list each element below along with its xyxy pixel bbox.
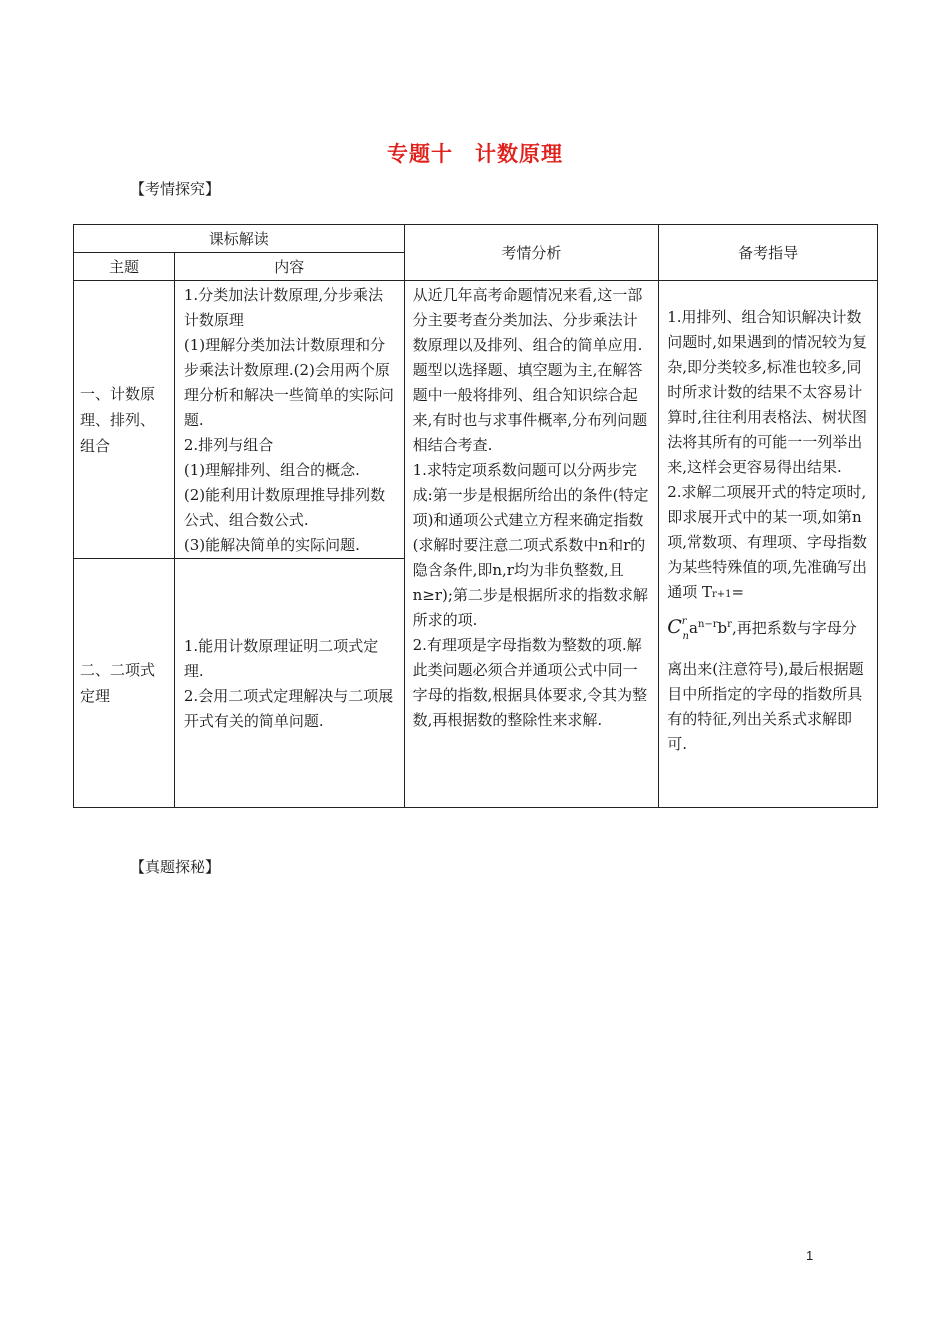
analysis-paragraph: 2.有理项是字母指数为整数的项.解此类问题必须合并通项公式中同一字母的指数,根据具体要求,令其为整数,再根据数的整除性来求解. (412, 636, 648, 729)
content-line: (3)能解决简单的实际问题. (183, 536, 360, 554)
page-title (0, 138, 950, 168)
content-binomial (174, 559, 404, 808)
content-line: 1.分类加法计数原理,分步乘法计数原理 (183, 286, 383, 329)
analysis-paragraph: 1.求特定项系数问题可以分两步完成:第一步是根据所给出的条件(特定项)和通项公式建立方程来确定指数(求解时要注意二项式系数中n和r的隐含条件,即n,r均为非负整数,且n≥r);第二步是根据所求的指数求解所求的项. (412, 461, 649, 629)
content-line: (1)理解分类加法计数原理和分步乘法计数原理.(2)会用两个原理分析和解决一些简单的实际问题. (183, 336, 394, 429)
header-content: 内容 (174, 253, 404, 281)
page-number: 1 (806, 1248, 814, 1263)
guide-paragraph-2: 2.求解二项展开式的特定项时,即求展开式中的某一项,如第n项,常数项、有理项、字母指数为某些特殊值的项,先准确写出通项 Tr+1= $C^r_na^{n-r}b^r$,再把系数与字母分 (667, 480, 871, 649)
topic-counting: 一、计数原理、排列、组合 (74, 281, 175, 559)
syllabus-table (73, 224, 878, 808)
analysis-paragraph: 从近几年高考命题情况来看,这一部分主要考查分类加法、分步乘法计数原理以及排列、组合的简单应用.题型以选择题、填空题为主,在解答题中一般将排列、组合知识综合起来,有时也与求事件概率,分布列问题相结合考查. (412, 286, 648, 454)
header-guide: 备考指导 (659, 225, 878, 281)
header-syllabus: 课标解读 (74, 225, 405, 253)
guide-cell (659, 281, 878, 808)
content-line: 2.会用二项式定理解决与二项展开式有关的简单问题. (183, 687, 394, 730)
content-line: (1)理解排列、组合的概念. (183, 461, 360, 479)
section-heading-exam-analysis: 【考情探究】 (130, 180, 221, 198)
analysis-cell (404, 281, 659, 808)
content-counting (174, 281, 404, 559)
content-line: (2)能利用计数原理推导排列数公式、组合数公式. (183, 486, 386, 529)
header-topic: 主题 (74, 253, 175, 281)
header-analysis: 考情分析 (404, 225, 659, 281)
title-sub: 计数原理 (475, 141, 563, 166)
guide-paragraph: 离出来(注意符号),最后根据题目中所指定的字母的指数所具有的特征,列出关系式求解即可. (667, 660, 864, 753)
content-line: 1.能用计数原理证明二项式定理. (183, 637, 379, 680)
title-main: 专题十 (387, 141, 453, 166)
binomial-formula: $C^r_na^{n-r}b^r$,再把系数与字母分 (667, 616, 857, 642)
section-heading-real-questions: 【真题探秘】 (130, 858, 221, 876)
guide-paragraph: 1.用排列、组合知识解决计数问题时,如果遇到的情况较为复杂,即分类较多,标准也较多,同时所求计数的结果不太容易计算时,往往利用表格法、树状图法将其所有的可能一一列举出来,这样会更容易得出结果. (667, 308, 867, 476)
content-line: 2.排列与组合 (183, 436, 274, 454)
topic-binomial: 二、二项式定理 (74, 559, 175, 808)
